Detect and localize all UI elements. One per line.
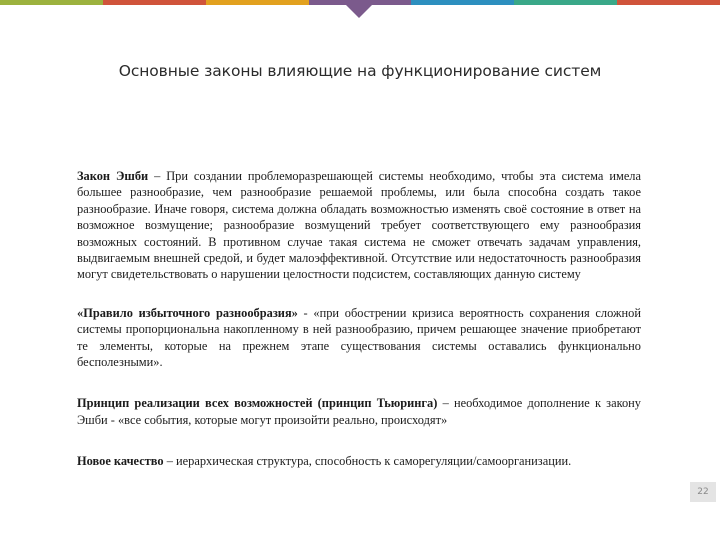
paragraph-text: - «при обострении кризиса вероятность сохранения сложной системы пропорциональна накопленному в ней разнообразию, причем решающее значение приобретают те элементы, которые на прежнем этапе существования системы оставались функционально бесполезными». [77,305,642,370]
term: Закон Эшби [77,169,149,183]
paragraph-text: – необходимое дополнение к закону Эшби - «все события, которые могут произойти реально, происходят» [77,396,641,427]
paragraph-redundancy-rule [77,305,641,371]
term: «Правило избыточного разнообразия» [77,305,298,320]
color-segment [206,0,309,5]
color-segment [617,0,720,5]
term: Новое качество [77,454,164,469]
slide-body [77,168,641,492]
color-segment [514,0,617,5]
term: Принцип реализации всех возможностей (принцип Тьюринга) [77,396,438,411]
pointer-notch [345,4,373,18]
color-segment [103,0,206,5]
paragraph-ashby [77,168,641,283]
page-number: 22 [690,482,716,502]
paragraph-new-quality [77,453,641,469]
color-segment [411,0,514,5]
paragraph-text: – При создании проблеморазрешающей системы необходимо, чтобы эта система имела большее разнообразие, чем разнообразие решаемой проблемы, или была способна создать такое разнообразие. Иначе говоря, система должна обладать возможностью изменять своё состояние в ответ на возможное возмущение; разнообразие возмущений требует соответствующего ему разнообразия возможных состояний. В противном случае такая система не сможет отвечать задачам управления, выдвигаемым внешней средой, и будет малоэффективной. Отсутствие или недостаточность разнообразия могут свидетельствовать о нарушении целостности подсистем, составляющих данную систему [77,169,641,282]
color-segment [0,0,103,5]
paragraph-text: – иерархическая структура, способность к саморегуляции/самоорганизации. [163,454,572,469]
slide-title: Основные законы влияющие на функционирование систем [118,62,602,80]
paragraph-turing-principle [77,395,641,428]
